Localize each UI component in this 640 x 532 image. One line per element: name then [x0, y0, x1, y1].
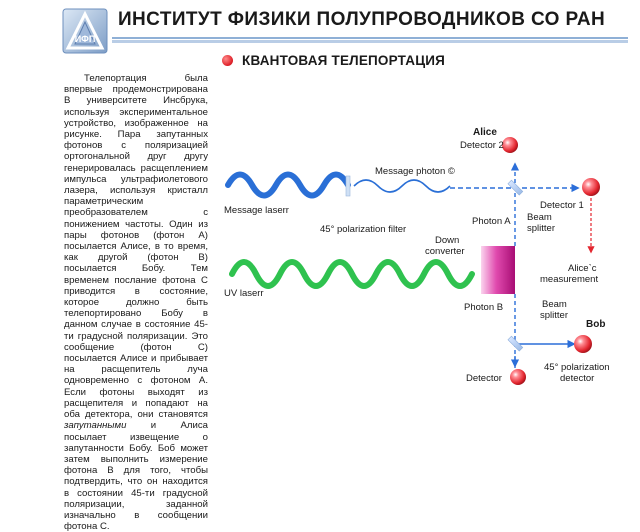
label-beam-splitter-bottom: Beam splitter	[540, 299, 568, 321]
label-uv-laser: UV laserr	[224, 288, 264, 299]
message-laser-wave	[228, 175, 348, 196]
teleportation-diagram	[214, 116, 624, 388]
page-title: ИНСТИТУТ ФИЗИКИ ПОЛУПРОВОДНИКОВ СО РАН	[118, 9, 606, 30]
article-text	[64, 73, 208, 532]
label-bob: Bob	[586, 319, 606, 330]
article-emphasis: запутанными	[64, 420, 127, 432]
label-detector1: Detector 1	[540, 200, 584, 211]
bottom-detector-ball	[510, 369, 526, 385]
institute-logo-icon	[62, 8, 108, 54]
label-alice: Alice	[473, 127, 497, 138]
bob-detector-ball	[574, 335, 592, 353]
label-bob-detector: 45° polarization detector	[544, 362, 610, 384]
label-message-laser: Message laserr	[224, 205, 289, 216]
detector2-ball	[502, 137, 518, 153]
label-beam-splitter-top: Beam splitter	[527, 212, 555, 234]
title-divider	[112, 37, 628, 43]
detector1-ball	[582, 178, 600, 196]
message-photon-wave	[354, 180, 450, 192]
label-detector-bottom: Detector	[466, 373, 502, 384]
label-message-photon: Message photon ©	[375, 166, 455, 177]
label-photon-b: Photon B	[464, 302, 504, 313]
logo-label: ИФП	[74, 34, 96, 44]
label-photon-a: Photon A	[472, 216, 511, 227]
uv-laser-wave	[232, 262, 472, 286]
bullet-dot-icon	[222, 55, 233, 66]
label-alice-measurement: Alice`c measurement	[540, 263, 599, 285]
section-header	[222, 53, 445, 68]
polarization-filter	[346, 176, 350, 196]
label-down-converter: Down converter	[425, 235, 465, 257]
label-detector2: Detector 2	[460, 140, 504, 151]
section-title: КВАНТОВАЯ ТЕЛЕПОРТАЦИЯ	[242, 53, 446, 68]
label-polarization-filter: 45° polarization filter	[320, 224, 407, 235]
down-converter-crystal	[481, 246, 515, 294]
article-paragraph: Телепортация была впервые продемонстрирована В университете Инсбрука, используя экспериментальное устройство, изображенное на рисунке. Пара запутанных фотонов с поляризацией ортогональной друг другу генерировалась расщеплением импульса ультрафиолетового лазера, используя кристалл параметрическим преобразователем с понижением частоты. Один из пары фотонов (фотон А) посылается Алисе, в то время, как другой (фотон В) посылается Бобу. Тем временем послание фотона С приводится в состояние, которое должно быть телепортировано Бобу в данном случае в состояние 45-ти градусной поляризации. Это сообщение (фотон С) посылается Алисе и прибывает на расщепитель луча одновременно с фотоном А. Если фотоны выходят из расщепителя и попадают на оба детектора, они становятся	[64, 73, 208, 421]
article-paragraph-end: и Алиса посылает извещение о запутанности Бобу. Боб может затем выполнить измерение фотона В для того, чтобы подтвердить, что он находится в состоянии 45-ти градусной поляризации, заданной изначально в сообщении фотона С.	[64, 420, 208, 532]
